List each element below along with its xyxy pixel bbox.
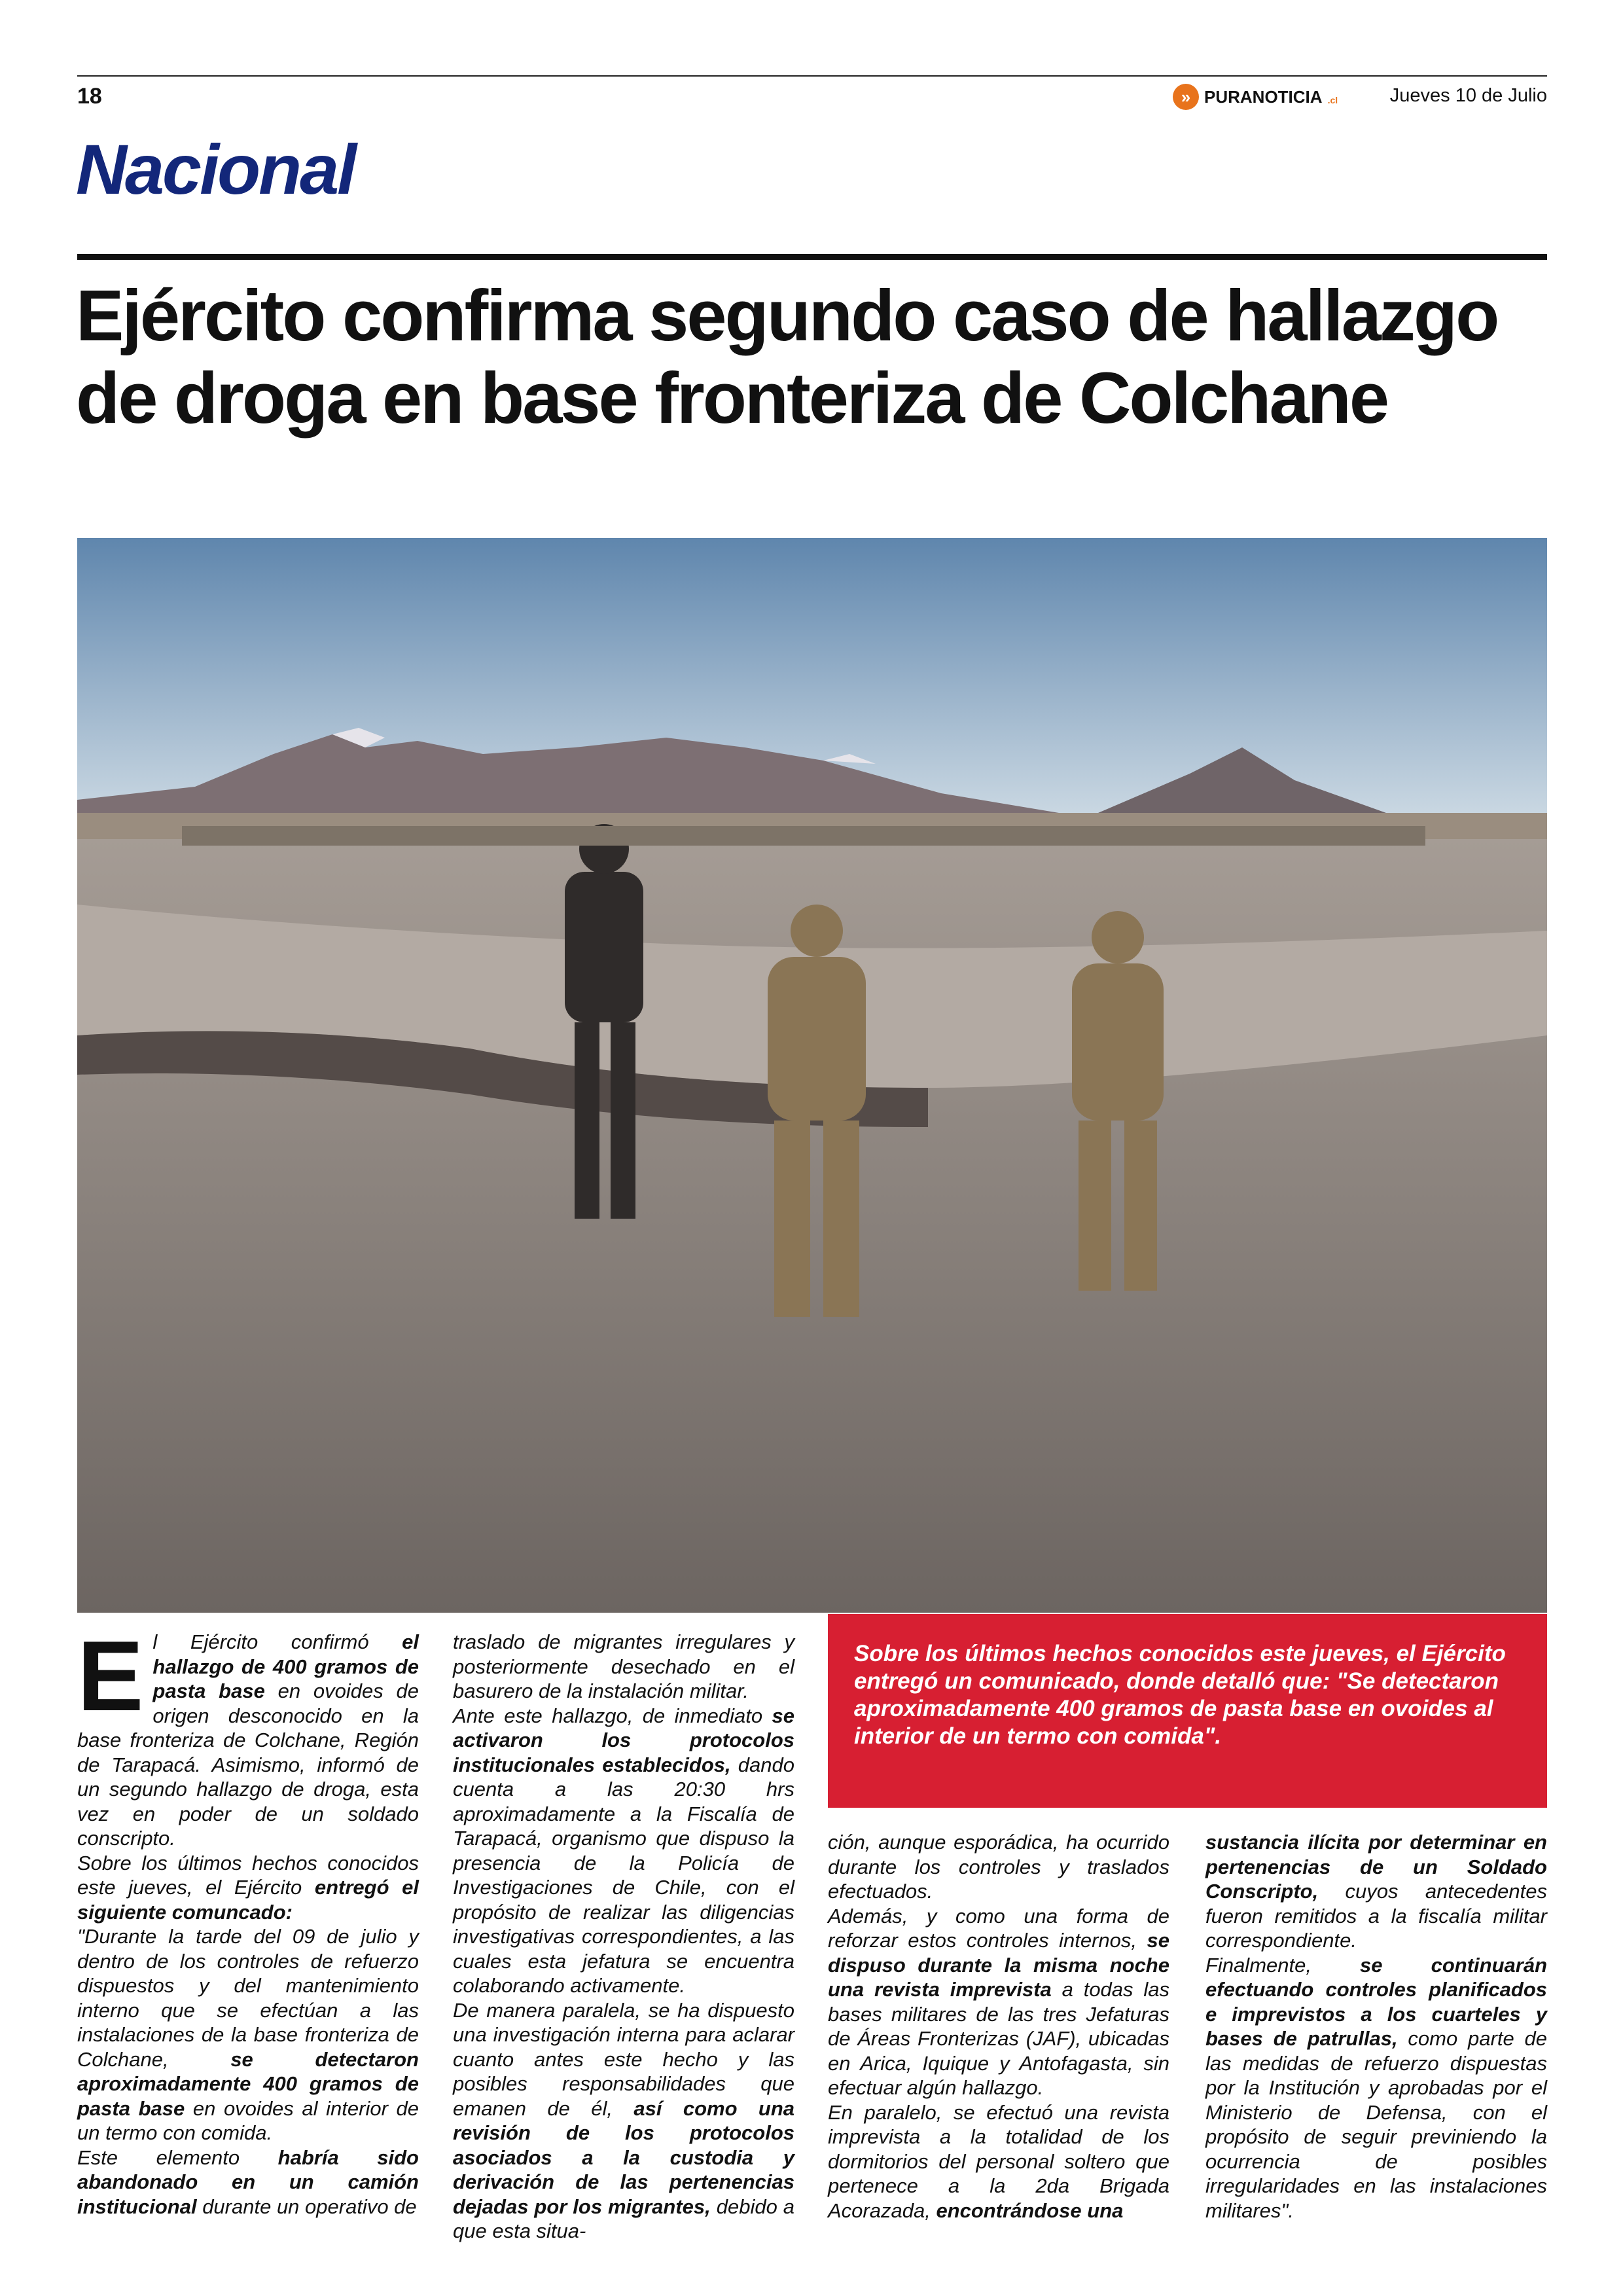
paragraph: El Ejército confirmó el hallazgo de 400 gramos de pasta base en ovoides de origen desconocido en la base fronteriza de Colchane, Región de Tarapacá. Asimismo, informó de un segundo hallazgo de droga, esta vez en poder de un soldado conscripto. <box>77 1621 419 1850</box>
logo-suffix: .cl <box>1327 95 1338 105</box>
paragraph: Sobre los últimos hechos conocidos este jueves, el Ejército entregó el siguiente comuncado: <box>77 1851 419 1924</box>
publication-logo[interactable] <box>1173 84 1338 110</box>
paragraph: "Durante la tarde del 09 de julio y dentro de los controles de refuerzo dispuestos y del mantenimiento interno que se efectúan a las instalaciones de la base fronteriza de Colchane, se detectaron aproximadamente 400 gramos de pasta base en ovoides al interior de un termo con comida. <box>77 1925 419 2144</box>
logo-text: PURANOTICIA <box>1204 86 1323 107</box>
arrow-chevrons-icon: » <box>1173 84 1199 110</box>
paragraph: Este elemento habría sido abandonado en un camión institucional durante un operativo de <box>77 2145 419 2218</box>
article-column-4 <box>1205 1830 1547 2223</box>
paragraph: En paralelo, se efectuó una revista imprevista a la totalidad de los dormitorios del personal soltero que pertenece a la 2da Brigada Acorazada, encontrándose una <box>828 2100 1169 2222</box>
section-title: Nacional <box>76 130 355 209</box>
paragraph: sustancia ilícita por determinar en pertenencias de un Soldado Conscripto, cuyos antecedentes fueron remitidos a la fiscalía militar correspondiente. <box>1205 1831 1547 1952</box>
page-number: 18 <box>77 84 102 109</box>
photo-illustration <box>77 538 1547 1613</box>
paragraph: traslado de migrantes irregulares y posteriormente desechado en el basurero de la instalación militar. <box>453 1630 794 1702</box>
section-rule <box>77 254 1547 260</box>
article-column-3 <box>828 1830 1169 2223</box>
paragraph: De manera paralela, se ha dispuesto una investigación interna para aclarar cuanto antes este hecho y las posibles responsabilidades que emanen de él, así como una revisión de los protocolos asociados a la custodia y derivación de las pertenencias dejadas por los migrantes, debido a que esta situa- <box>453 1998 795 2242</box>
article-photo <box>77 538 1547 1613</box>
pull-quote: Sobre los últimos hechos conocidos este jueves, el Ejército entregó un comunicado, donde detalló que: "Se detectaron aproximadamente 400 gramos de pasta base en ovoides al interior de un termo con comida". <box>828 1614 1547 1808</box>
paragraph: Ante este hallazgo, de inmediato se activaron los protocolos institucionales establecidos, dando cuenta a las 20:30 hrs aproximadamente a la Fiscalía de Tarapacá, organismo que dispuso la presencia de la Policía de Investigaciones de Chile, con el propósito de realizar las diligencias investigativas correspondientes, a las cuales esta jefatura se encuentra colaborando activamente. <box>453 1704 794 1997</box>
header-rule <box>77 75 1547 77</box>
paragraph: Finalmente, se continuarán efectuando controles planificados e imprevistos a los cuarteles y bases de patrullas, como parte de las medidas de refuerzo dispuestas por la Institución y aprobadas por el Ministerio de Defensa, con el propósito de seguir previniendo la ocurrencia de posibles irregularidades en las instalaciones militares". <box>1205 1953 1548 2222</box>
drop-cap: E <box>77 1621 144 1732</box>
paragraph: Además, y como una forma de reforzar estos controles internos, se dispuso durante la misma noche una revista imprevista a todas las bases militares de las tres Jefaturas de Áreas Fronterizas (JAF), ubicadas en Arica, Iquique y Antofagasta, sin efectuar algún hallazgo. <box>828 1904 1169 2099</box>
article-column-1 <box>77 1621 419 2219</box>
issue-date: Jueves 10 de Julio <box>1389 85 1547 106</box>
paragraph: ción, aunque esporádica, ha ocurrido durante los controles y traslados efectuados. <box>828 1831 1169 1903</box>
article-headline: Ejército confirma segundo caso de hallazgo de droga en base fronteriza de Colchane <box>76 276 1498 439</box>
article-column-2 <box>453 1630 794 2244</box>
